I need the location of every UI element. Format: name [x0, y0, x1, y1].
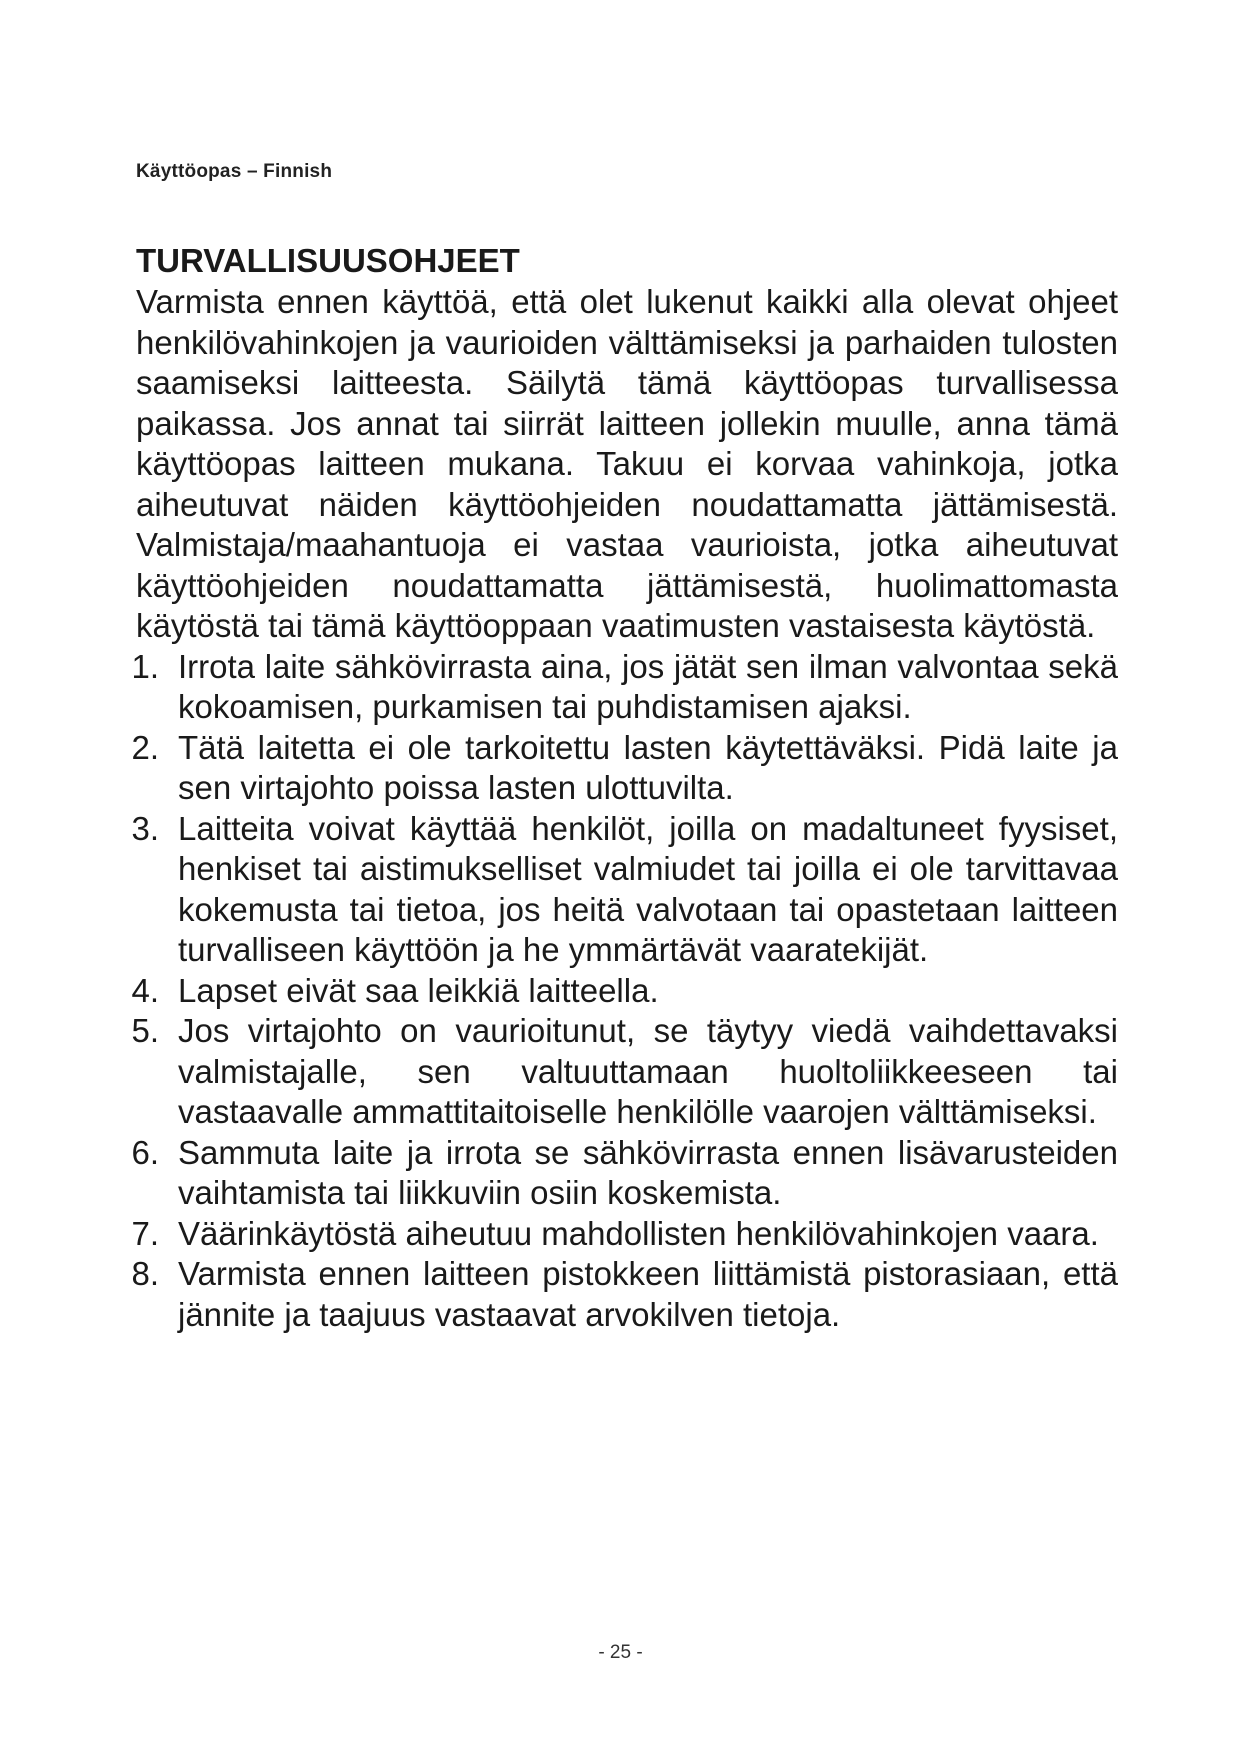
list-item-text: Varmista ennen laitteen pistokkeen liittämistä pistorasiaan, että jännite ja taajuus vastaavat arvokilven tietoja. — [178, 1255, 1118, 1333]
list-item — [131, 1133, 1118, 1214]
intro-paragraph: Varmista ennen käyttöä, että olet lukenut kaikki alla olevat ohjeet henkilövahinkojen ja vaurioiden välttämiseksi ja parhaiden tulosten saamiseksi laitteesta. Säilytä tämä käyttöopas turvallisessa paikassa. Jos annat tai siirrät laitteen jollekin muulle, anna tämä käyttöopas laitteen mukana. Takuu ei korvaa vahinkoja, jotka aiheutuvat näiden käyttöohjeiden noudattamatta jättämisestä. Valmistaja/maahantuoja ei vastaa vaurioista, jotka aiheutuvat käyttöohjeiden noudattamatta jättämisestä, huolimattomasta käytöstä tai tämä käyttöoppaan vaatimusten vastaisesta käytöstä. — [136, 283, 1118, 644]
list-item — [131, 1011, 1118, 1133]
list-item-text: Tätä laitetta ei ole tarkoitettu lasten käytettäväksi. Pidä laite ja sen virtajohto poissa lasten ulottuvilta. — [178, 728, 1118, 806]
safety-section — [131, 240, 1118, 1335]
list-item-number: 4. — [131, 971, 159, 1009]
safety-instructions-list — [131, 647, 1118, 1336]
page-number: - 25 - — [598, 1642, 643, 1663]
list-item — [131, 809, 1118, 971]
list-item — [131, 647, 1118, 728]
list-item — [131, 728, 1118, 809]
list-item-text: Laitteita voivat käyttää henkilöt, joilla on madaltuneet fyysiset, henkiset tai aistimukselliset valmiudet tai joilla ei ole tarvittavaa kokemusta tai tietoa, jos heitä valvotaan tai opastetaan laitteen turvalliseen käyttöön ja he ymmärtävät vaaratekijät. — [178, 809, 1118, 968]
list-item-number: 7. — [131, 1214, 159, 1252]
list-item — [131, 971, 1118, 1012]
section-heading: TURVALLISUUSOHJEET — [136, 242, 520, 279]
list-item — [131, 1214, 1118, 1255]
list-item-number: 5. — [131, 1012, 159, 1049]
list-item-number: 1. — [131, 647, 159, 685]
list-item-number: 2. — [131, 728, 159, 766]
list-item — [131, 1254, 1118, 1335]
list-item-text: Sammuta laite ja irrota se sähkövirrasta ennen lisävarusteiden vaihtamista tai liikkuviin osiin koskemista. — [178, 1133, 1118, 1211]
list-item-number: 6. — [131, 1133, 159, 1171]
list-item-text: Irrota laite sähkövirrasta aina, jos jätät sen ilman valvontaa sekä kokoamisen, purkamisen tai puhdistamisen ajaksi. — [178, 647, 1118, 725]
list-item-text: Jos virtajohto on vaurioitunut, se täytyy viedä vaihdettavaksi valmistajalle, sen valtuuttamaan huoltoliikkeeseen tai vastaavalle ammattitaitoiselle henkilölle vaarojen välttämiseksi. — [178, 1012, 1118, 1130]
list-item-number: 3. — [131, 809, 159, 847]
list-item-text: Lapset eivät saa leikkiä laitteella. — [178, 971, 659, 1009]
list-item-number: 8. — [131, 1255, 159, 1292]
list-item-text: Väärinkäytöstä aiheutuu mahdollisten henkilövahinkojen vaara. — [178, 1214, 1099, 1252]
running-header: Käyttöopas – Finnish — [136, 161, 333, 182]
